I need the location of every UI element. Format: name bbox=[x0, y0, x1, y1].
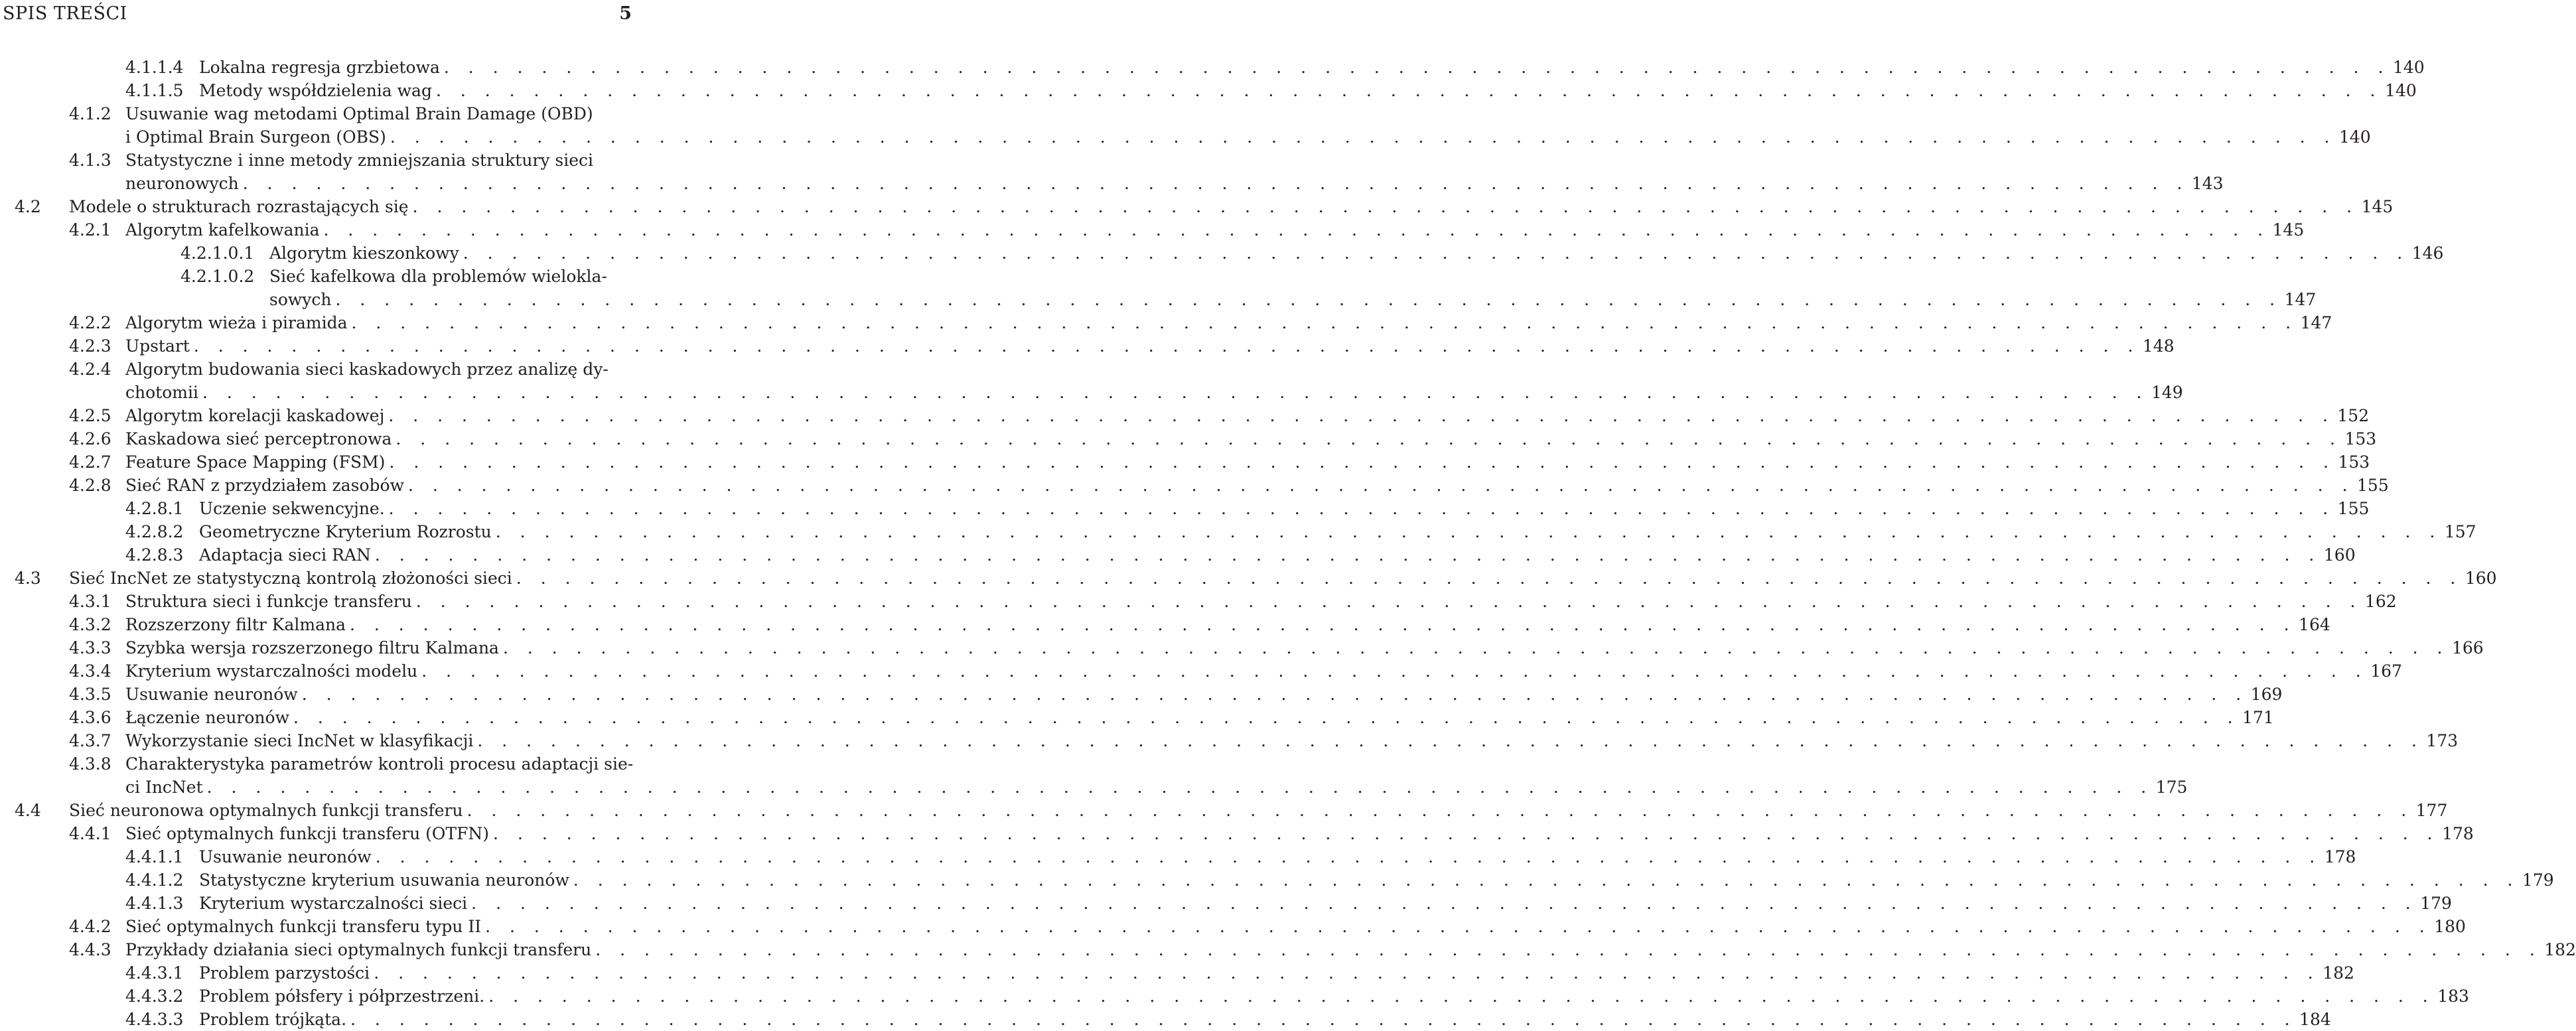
toc-entry-text bbox=[199, 868, 2554, 892]
toc-entry-number: 4.4.1 bbox=[69, 824, 111, 843]
toc-entry-page: 140 bbox=[2338, 127, 2371, 147]
toc-entry-page: 145 bbox=[2272, 220, 2305, 240]
toc-entry-title: Usuwanie neuronów bbox=[125, 685, 298, 704]
toc-entry-page: 155 bbox=[2357, 476, 2389, 495]
dot-leader: . . . . . . . . . . . . . . . . . . . . . . . . . . . . . . . . . . . . . . . . . . . . . . . . . . . . . . . . . . . . . . . . . . . . . . . . . . . . . . . . bbox=[350, 615, 2297, 634]
toc-entry-number: 4.4.3.1 bbox=[125, 963, 184, 983]
toc-entry-title: Upstart bbox=[125, 336, 190, 356]
toc-entry-title: neuronowych bbox=[125, 174, 239, 193]
toc-entry-title: ci IncNet bbox=[125, 778, 203, 797]
toc-entry-title: Przykłady działania sieci optymalnych funkcji transferu bbox=[125, 940, 592, 959]
toc-entry-text bbox=[199, 845, 2356, 868]
toc-entry-page: 145 bbox=[2361, 197, 2394, 216]
toc-entry-text bbox=[125, 149, 2224, 195]
toc-entry-number: 4.1.2 bbox=[69, 104, 111, 123]
toc-entry-page: 160 bbox=[2465, 569, 2497, 588]
toc-entry-number: 4.3.4 bbox=[69, 661, 111, 681]
toc-entry-text bbox=[125, 102, 2371, 149]
toc-entry-text bbox=[125, 938, 2576, 961]
toc-entry-number: 4.3.1 bbox=[69, 592, 111, 611]
toc-entry-page: 148 bbox=[2142, 336, 2175, 356]
toc-entry[interactable] bbox=[0, 845, 2356, 868]
toc-entry-number: 4.3.2 bbox=[69, 615, 111, 634]
toc-entry-text bbox=[125, 613, 2330, 636]
dot-leader: . . . . . . . . . . . . . . . . . . . . . . . . . . . . . . . . . . . . . . . . . . . . . . . . . . . . . . . . . . . . . . . . . . . . . . . . . . . . . . . . bbox=[421, 661, 2368, 681]
dot-leader: . . . . . . . . . . . . . . . . . . . . . . . . . . . . . . . . . . . . . . . . . . . . . . . . . . . . . . . . . . . . . . . . . . . . . . . . . . . . . . . . bbox=[471, 894, 2418, 913]
toc-entry-page: 171 bbox=[2242, 708, 2274, 727]
toc-entry-page: 153 bbox=[2338, 452, 2370, 472]
toc-entry-title: Problem parzystości bbox=[199, 963, 370, 983]
toc-entry-text bbox=[125, 636, 2484, 659]
dot-leader: . . . . . . . . . . . . . . . . . . . . . . . . . . . . . . . . . . . . . . . . . . . . . . . . . . . . . . . . . . . . . . . . . . . . . . . . . . . . . . . . bbox=[375, 847, 2322, 866]
toc-entry-text bbox=[125, 915, 2466, 938]
toc-entry-page: 179 bbox=[2522, 870, 2554, 890]
dot-leader: . . . . . . . . . . . . . . . . . . . . . . . . . . . . . . . . . . . . . . . . . . . . . . . . . . . . . . . . . . . . . . . . . . . . . . . . . . . . . . . . bbox=[435, 81, 2383, 100]
toc-entry-title: Modele o strukturach rozrastających się bbox=[69, 197, 409, 216]
toc-entry[interactable] bbox=[0, 590, 2397, 613]
toc-entry-page: 140 bbox=[2392, 58, 2425, 77]
toc-entry[interactable] bbox=[0, 822, 2474, 845]
toc-entry-page: 155 bbox=[2337, 499, 2370, 518]
toc-entry-title: Metody współdzielenia wag bbox=[199, 81, 432, 100]
toc-entry-text bbox=[125, 358, 2183, 404]
toc-entry[interactable] bbox=[0, 358, 2183, 404]
toc-entry[interactable] bbox=[0, 497, 2370, 520]
toc-entry-page: 184 bbox=[2299, 1010, 2331, 1029]
toc-entry-text bbox=[199, 985, 2469, 1008]
toc-entry[interactable] bbox=[0, 474, 2389, 497]
toc-entry-number: 4.4.3.2 bbox=[125, 987, 184, 1006]
toc-entry-page: 153 bbox=[2344, 429, 2377, 448]
dot-leader: . . . . . . . . . . . . . . . . . . . . . . . . . . . . . . . . . . . . . . . . . . . . . . . . . . . . . . . . . . . . . . . . . . . . . . . . . . . . . . . . bbox=[443, 58, 2390, 77]
dot-leader: . . . . . . . . . . . . . . . . . . . . . . . . . . . . . . . . . . . . . . . . . . . . . . . . . . . . . . . . . . . . . . . . . . . . . . . . . . . . . . . . bbox=[374, 545, 2321, 565]
toc-entry[interactable] bbox=[0, 427, 2377, 450]
toc-entry-number: 4.2.1.0.1 bbox=[180, 243, 255, 263]
toc-entry[interactable] bbox=[0, 636, 2484, 659]
toc-entry-text bbox=[69, 799, 2448, 822]
toc-entry-title: Sieć optymalnych funkcji transferu typu II bbox=[125, 917, 482, 936]
toc-entry-title: Adaptacja sieci RAN bbox=[199, 545, 371, 565]
dot-leader: . . . . . . . . . . . . . . . . . . . . . . . . . . . . . . . . . . . . . . . . . . . . . . . . . . . . . . . . . . . . . . . . . . . . . . . . . . . . . . . . bbox=[206, 778, 2153, 797]
toc-entry-page: 182 bbox=[2323, 963, 2354, 983]
page-number: 5 bbox=[619, 3, 632, 24]
toc-entry-title: Rozszerzony filtr Kalmana bbox=[125, 615, 346, 634]
toc-entry[interactable] bbox=[0, 334, 2175, 358]
toc-entry-text bbox=[269, 241, 2444, 265]
toc-entry-title: Algorytm kafelkowania bbox=[125, 220, 320, 240]
toc-entry[interactable] bbox=[0, 799, 2448, 822]
toc-entry[interactable] bbox=[0, 985, 2469, 1008]
toc-entry-number: 4.3.5 bbox=[69, 685, 111, 704]
toc-entry[interactable] bbox=[0, 102, 2371, 149]
dot-leader: . . . . . . . . . . . . . . . . . . . . . . . . . . . . . . . . . . . . . . . . . . . . . . . . . . . . . . . . . . . . . . . . . . . . . . . . . . . . . . . . bbox=[390, 127, 2336, 147]
toc-entry-page: 164 bbox=[2299, 615, 2330, 634]
toc-entry[interactable] bbox=[0, 1008, 2331, 1031]
dot-leader: . . . . . . . . . . . . . . . . . . . . . . . . . . . . . . . . . . . . . . . . . . . . . . . . . . . . . . . . . . . . . . . . . . . . . . . . . . . . . . . . bbox=[293, 708, 2240, 727]
toc-entry[interactable] bbox=[0, 892, 2452, 915]
toc-entry[interactable] bbox=[0, 79, 2417, 102]
dot-leader: . . . . . . . . . . . . . . . . . . . . . . . . . . . . . . . . . . . . . . . . . . . . . . . . . . . . . . . . . . . . . . . . . . . . . . . . . . . . . . . . bbox=[323, 220, 2270, 240]
toc-entry-text bbox=[125, 706, 2274, 729]
toc-entry[interactable] bbox=[0, 265, 2317, 311]
dot-leader: . . . . . . . . . . . . . . . . . . . . . . . . . . . . . . . . . . . . . . . . . . . . . . . . . . . . . . . . . . . . . . . . . . . . . . . . . . . . . . . . bbox=[493, 824, 2440, 843]
toc-entry-title: Algorytm wieża i piramida bbox=[125, 313, 348, 332]
toc-entry-title: Geometryczne Kryterium Rozrostu bbox=[199, 522, 492, 541]
toc-entry-title: Sieć optymalnych funkcji transferu (OTFN) bbox=[125, 824, 490, 843]
dot-leader: . . . . . . . . . . . . . . . . . . . . . . . . . . . . . . . . . . . . . . . . . . . . . . . . . . . . . . . . . . . . . . . . . . . . . . . . . . . . . . . . bbox=[395, 429, 2342, 448]
dot-leader: . . . . . . . . . . . . . . . . . . . . . . . . . . . . . . . . . . . . . . . . . . . . . . . . . . . . . . . . . . . . . . . . . . . . . . . . . . . . . . . . bbox=[495, 522, 2442, 541]
toc-entry[interactable] bbox=[0, 218, 2305, 241]
dot-leader: . . . . . . . . . . . . . . . . . . . . . . . . . . . . . . . . . . . . . . . . . . . . . . . . . . . . . . . . . . . . . . . . . . . . . . . . . . . . . . . . bbox=[485, 917, 2432, 936]
dot-leader: . . . . . . . . . . . . . . . . . . . . . . . . . . . . . . . . . . . . . . . . . . . . . . . . . . . . . . . . . . . . . . . . . . . . . . . . . . . . . . . . bbox=[388, 406, 2335, 425]
toc-entry-number: 4.1.1.5 bbox=[125, 81, 184, 100]
toc-entry-title-first-line: Charakterystyka parametrów kontroli procesu adaptacji sie- bbox=[125, 754, 634, 774]
dot-leader: . . . . . . . . . . . . . . . . . . . . . . . . . . . . . . . . . . . . . . . . . . . . . . . . . . . . . . . . . . . . . . . . . . . . . . . . . . . . . . . . bbox=[301, 685, 2248, 704]
toc-entry[interactable] bbox=[0, 543, 2356, 567]
toc-entry-number: 4.4 bbox=[15, 801, 41, 820]
toc-entry-number: 4.3.7 bbox=[69, 731, 111, 750]
toc-entry-title: Sieć neuronowa optymalnych funkcji transferu bbox=[69, 801, 463, 820]
toc-entry-title: i Optimal Brain Surgeon (OBS) bbox=[125, 127, 386, 147]
toc-entry-text bbox=[199, 543, 2356, 567]
toc-entry-text bbox=[199, 520, 2476, 543]
dot-leader: . . . . . . . . . . . . . . . . . . . . . . . . . . . . . . . . . . . . . . . . . . . . . . . . . . . . . . . . . . . . . . . . . . . . . . . . . . . . . . . . bbox=[463, 243, 2409, 263]
toc-entry-title: Problem trójkąta. bbox=[199, 1010, 347, 1029]
toc-entry-text bbox=[69, 195, 2394, 218]
toc-entry-title-first-line: Statystyczne i inne metody zmniejszania struktury sieci bbox=[125, 151, 594, 170]
toc-entry-number: 4.4.3 bbox=[69, 940, 111, 959]
toc-entry-number: 4.1.3 bbox=[69, 151, 111, 170]
toc-entry-title: Kryterium wystarczalności modelu bbox=[125, 661, 418, 681]
toc-entry-title: Algorytm kieszonkowy bbox=[269, 243, 459, 263]
toc-entry-number: 4.2.8.3 bbox=[125, 545, 184, 565]
dot-leader: . . . . . . . . . . . . . . . . . . . . . . . . . . . . . . . . . . . . . . . . . . . . . . . . . . . . . . . . . . . . . . . . . . . . . . . . . . . . . . . . bbox=[407, 476, 2355, 495]
toc-entry-page: 147 bbox=[2300, 313, 2332, 332]
toc-entry-number: 4.3.3 bbox=[69, 638, 111, 657]
toc-entry-number: 4.2.8.1 bbox=[125, 499, 184, 518]
dot-leader: . . . . . . . . . . . . . . . . . . . . . . . . . . . . . . . . . . . . . . . . . . . . . . . . . . . . . . . . . . . . . . . . . . . . . . . . . . . . . . . . bbox=[502, 638, 2449, 657]
table-of-contents bbox=[0, 56, 2576, 1031]
dot-leader: . . . . . . . . . . . . . . . . . . . . . . . . . . . . . . . . . . . . . . . . . . . . . . . . . . . . . . . . . . . . . . . . . . . . . . . . . . . . . . . . bbox=[335, 290, 2282, 309]
toc-entry-text bbox=[199, 961, 2354, 985]
toc-entry-page: 178 bbox=[2442, 824, 2474, 843]
dot-leader: . . . . . . . . . . . . . . . . . . . . . . . . . . . . . . . . . . . . . . . . . . . . . . . . . . . . . . . . . . . . . . . . . . . . . . . . . . . . . . . . bbox=[388, 499, 2335, 518]
toc-entry-text bbox=[125, 427, 2377, 450]
toc-entry-text bbox=[199, 79, 2417, 102]
toc-entry[interactable] bbox=[0, 613, 2330, 636]
toc-entry-number: 4.4.1.2 bbox=[125, 870, 184, 890]
toc-entry-page: 147 bbox=[2284, 290, 2317, 309]
toc-entry-title: Uczenie sekwencyjne. bbox=[199, 499, 385, 518]
toc-entry-number: 4.4.3.3 bbox=[125, 1010, 184, 1029]
dot-leader: . . . . . . . . . . . . . . . . . . . . . . . . . . . . . . . . . . . . . . . . . . . . . . . . . . . . . . . . . . . . . . . . . . . . . . . . . . . . . . . . bbox=[573, 870, 2520, 890]
toc-entry-page: 157 bbox=[2444, 522, 2476, 541]
toc-entry-number: 4.2.2 bbox=[69, 313, 111, 332]
toc-entry[interactable] bbox=[0, 520, 2476, 543]
toc-entry-text bbox=[125, 590, 2397, 613]
toc-entry-number: 4.4.2 bbox=[69, 917, 111, 936]
running-header-title: SPIS TREŚCI bbox=[3, 3, 127, 24]
toc-entry[interactable] bbox=[0, 752, 2188, 799]
toc-entry-title: Wykorzystanie sieci IncNet w klasyfikacji bbox=[125, 731, 474, 750]
toc-entry-text bbox=[199, 497, 2370, 520]
toc-entry-title: Szybka wersja rozszerzonego filtru Kalmana bbox=[125, 638, 499, 657]
toc-entry[interactable] bbox=[0, 450, 2370, 474]
toc-entry-page: 169 bbox=[2250, 685, 2283, 704]
toc-entry-text bbox=[125, 474, 2389, 497]
toc-entry-number: 4.2.6 bbox=[69, 429, 111, 448]
toc-entry-text bbox=[125, 822, 2474, 845]
toc-entry-page: 179 bbox=[2420, 894, 2452, 913]
dot-leader: . . . . . . . . . . . . . . . . . . . . . . . . . . . . . . . . . . . . . . . . . . . . . . . . . . . . . . . . . . . . . . . . . . . . . . . . . . . . . . . . bbox=[193, 336, 2140, 356]
toc-entry-number: 4.2.3 bbox=[69, 336, 111, 356]
toc-entry-page: 149 bbox=[2151, 383, 2183, 402]
toc-entry-title: Statystyczne kryterium usuwania neuronów bbox=[199, 870, 569, 890]
toc-entry-title: sowych bbox=[269, 290, 332, 309]
toc-entry-text bbox=[125, 218, 2305, 241]
toc-entry-number: 4.2.4 bbox=[69, 360, 111, 379]
toc-entry-number: 4.2 bbox=[15, 197, 41, 216]
toc-entry-number: 4.2.5 bbox=[69, 406, 111, 425]
dot-leader: . . . . . . . . . . . . . . . . . . . . . . . . . . . . . . . . . . . . . . . . . . . . . . . . . . . . . . . . . . . . . . . . . . . . . . . . . . . . . . . . bbox=[389, 452, 2336, 472]
toc-entry[interactable] bbox=[0, 659, 2402, 683]
toc-entry[interactable] bbox=[0, 195, 2394, 218]
toc-entry-title: Kaskadowa sieć perceptronowa bbox=[125, 429, 392, 448]
dot-leader: . . . . . . . . . . . . . . . . . . . . . . . . . . . . . . . . . . . . . . . . . . . . . . . . . . . . . . . . . . . . . . . . . . . . . . . . . . . . . . . . bbox=[374, 963, 2321, 983]
toc-entry-title: chotomii bbox=[125, 383, 198, 402]
dot-leader: . . . . . . . . . . . . . . . . . . . . . . . . . . . . . . . . . . . . . . . . . . . . . . . . . . . . . . . . . . . . . . . . . . . . . . . . . . . . . . . . bbox=[488, 987, 2435, 1006]
toc-entry-page: 146 bbox=[2411, 243, 2444, 263]
toc-entry[interactable] bbox=[0, 567, 2497, 590]
toc-entry-number: 4.4.1.1 bbox=[125, 847, 184, 866]
toc-entry-title: Sieć IncNet ze statystyczną kontrolą złożoności sieci bbox=[69, 569, 512, 588]
toc-entry-text bbox=[125, 659, 2402, 683]
dot-leader: . . . . . . . . . . . . . . . . . . . . . . . . . . . . . . . . . . . . . . . . . . . . . . . . . . . . . . . . . . . . . . . . . . . . . . . . . . . . . . . . bbox=[350, 1010, 2297, 1029]
toc-entry-number: 4.2.7 bbox=[69, 452, 111, 472]
toc-entry[interactable] bbox=[0, 311, 2332, 334]
dot-leader: . . . . . . . . . . . . . . . . . . . . . . . . . . . . . . . . . . . . . . . . . . . . . . . . . . . . . . . . . . . . . . . . . . . . . . . . . . . . . . . . bbox=[202, 383, 2149, 402]
toc-entry-page: 143 bbox=[2191, 174, 2224, 193]
toc-entry-page: 180 bbox=[2434, 917, 2466, 936]
toc-entry-number: 4.3.8 bbox=[69, 754, 111, 774]
toc-entry-text bbox=[199, 1008, 2331, 1031]
dot-leader: . . . . . . . . . . . . . . . . . . . . . . . . . . . . . . . . . . . . . . . . . . . . . . . . . . . . . . . . . . . . . . . . . . . . . . . . . . . . . . . . bbox=[595, 940, 2542, 959]
dot-leader: . . . . . . . . . . . . . . . . . . . . . . . . . . . . . . . . . . . . . . . . . . . . . . . . . . . . . . . . . . . . . . . . . . . . . . . . . . . . . . . . bbox=[351, 313, 2298, 332]
toc-entry-text bbox=[199, 56, 2425, 79]
dot-leader: . . . . . . . . . . . . . . . . . . . . . . . . . . . . . . . . . . . . . . . . . . . . . . . . . . . . . . . . . . . . . . . . . . . . . . . . . . . . . . . . bbox=[477, 731, 2424, 750]
toc-entry[interactable] bbox=[0, 729, 2459, 752]
toc-entry-title-first-line: Usuwanie wag metodami Optimal Brain Damage (OBD) bbox=[125, 104, 593, 123]
toc-entry-number: 4.2.1 bbox=[69, 220, 111, 240]
toc-entry-number: 4.1.1.4 bbox=[125, 58, 184, 77]
toc-entry-page: 183 bbox=[2437, 987, 2469, 1006]
toc-entry-page: 160 bbox=[2323, 545, 2356, 565]
toc-entry-title: Lokalna regresja grzbietowa bbox=[199, 58, 440, 77]
toc-entry-page: 177 bbox=[2415, 801, 2448, 820]
toc-entry[interactable] bbox=[0, 241, 2444, 265]
toc-entry-number: 4.2.8.2 bbox=[125, 522, 184, 541]
toc-entry-number: 4.2.1.0.2 bbox=[180, 267, 255, 286]
toc-entry-page: 166 bbox=[2452, 638, 2484, 657]
toc-entry-text bbox=[69, 567, 2497, 590]
toc-entry-page: 162 bbox=[2364, 592, 2397, 611]
toc-entry-title: Feature Space Mapping (FSM) bbox=[125, 452, 386, 472]
toc-entry-number: 4.2.8 bbox=[69, 476, 111, 495]
dot-leader: . . . . . . . . . . . . . . . . . . . . . . . . . . . . . . . . . . . . . . . . . . . . . . . . . . . . . . . . . . . . . . . . . . . . . . . . . . . . . . . . bbox=[412, 197, 2359, 216]
toc-entry-number: 4.3 bbox=[15, 569, 41, 588]
toc-entry-title: Usuwanie neuronów bbox=[199, 847, 372, 866]
toc-entry-text bbox=[125, 404, 2370, 427]
toc-entry[interactable] bbox=[0, 938, 2576, 961]
dot-leader: . . . . . . . . . . . . . . . . . . . . . . . . . . . . . . . . . . . . . . . . . . . . . . . . . . . . . . . . . . . . . . . . . . . . . . . . . . . . . . . . bbox=[516, 569, 2463, 588]
toc-entry-text bbox=[269, 265, 2317, 311]
toc-entry[interactable] bbox=[0, 961, 2354, 985]
toc-entry[interactable] bbox=[0, 404, 2370, 427]
dot-leader: . . . . . . . . . . . . . . . . . . . . . . . . . . . . . . . . . . . . . . . . . . . . . . . . . . . . . . . . . . . . . . . . . . . . . . . . . . . . . . . . bbox=[415, 592, 2362, 611]
toc-entry-number: 4.3.6 bbox=[69, 708, 111, 727]
toc-entry-page: 140 bbox=[2385, 81, 2417, 100]
toc-entry-title: Sieć RAN z przydziałem zasobów bbox=[125, 476, 404, 495]
toc-entry-text bbox=[125, 334, 2175, 358]
toc-entry-page: 175 bbox=[2155, 778, 2188, 797]
toc-entry-text bbox=[199, 892, 2452, 915]
toc-entry-number: 4.4.1.3 bbox=[125, 894, 184, 913]
toc-entry-text bbox=[125, 450, 2370, 474]
toc-entry-title: Łączenie neuronów bbox=[125, 708, 289, 727]
toc-entry[interactable] bbox=[0, 149, 2224, 195]
toc-entry-page: 152 bbox=[2337, 406, 2370, 425]
toc-entry-page: 178 bbox=[2324, 847, 2356, 866]
toc-entry-text bbox=[125, 752, 2188, 799]
dot-leader: . . . . . . . . . . . . . . . . . . . . . . . . . . . . . . . . . . . . . . . . . . . . . . . . . . . . . . . . . . . . . . . . . . . . . . . . . . . . . . . . bbox=[242, 174, 2189, 193]
toc-entry-text bbox=[125, 311, 2332, 334]
toc-entry-title-first-line: Algorytm budowania sieci kaskadowych przez analizę dy- bbox=[125, 360, 608, 379]
page-header bbox=[0, 2, 637, 29]
toc-entry[interactable] bbox=[0, 868, 2554, 892]
dot-leader: . . . . . . . . . . . . . . . . . . . . . . . . . . . . . . . . . . . . . . . . . . . . . . . . . . . . . . . . . . . . . . . . . . . . . . . . . . . . . . . . bbox=[466, 801, 2413, 820]
toc-entry-title: Problem półsfery i półprzestrzeni. bbox=[199, 987, 485, 1006]
toc-entry-page: 167 bbox=[2370, 661, 2402, 681]
toc-entry-text bbox=[125, 729, 2459, 752]
toc-entry[interactable] bbox=[0, 56, 2425, 79]
toc-entry-text bbox=[125, 683, 2283, 706]
toc-entry[interactable] bbox=[0, 915, 2466, 938]
toc-entry[interactable] bbox=[0, 706, 2274, 729]
toc-entry-title: Kryterium wystarczalności sieci bbox=[199, 894, 468, 913]
toc-entry-page: 182 bbox=[2544, 940, 2576, 959]
toc-entry-title: Struktura sieci i funkcje transferu bbox=[125, 592, 412, 611]
toc-entry-title-first-line: Sieć kafelkowa dla problemów wielokla- bbox=[269, 267, 607, 286]
toc-entry[interactable] bbox=[0, 683, 2283, 706]
toc-entry-page: 173 bbox=[2426, 731, 2459, 750]
toc-entry-title: Algorytm korelacji kaskadowej bbox=[125, 406, 385, 425]
